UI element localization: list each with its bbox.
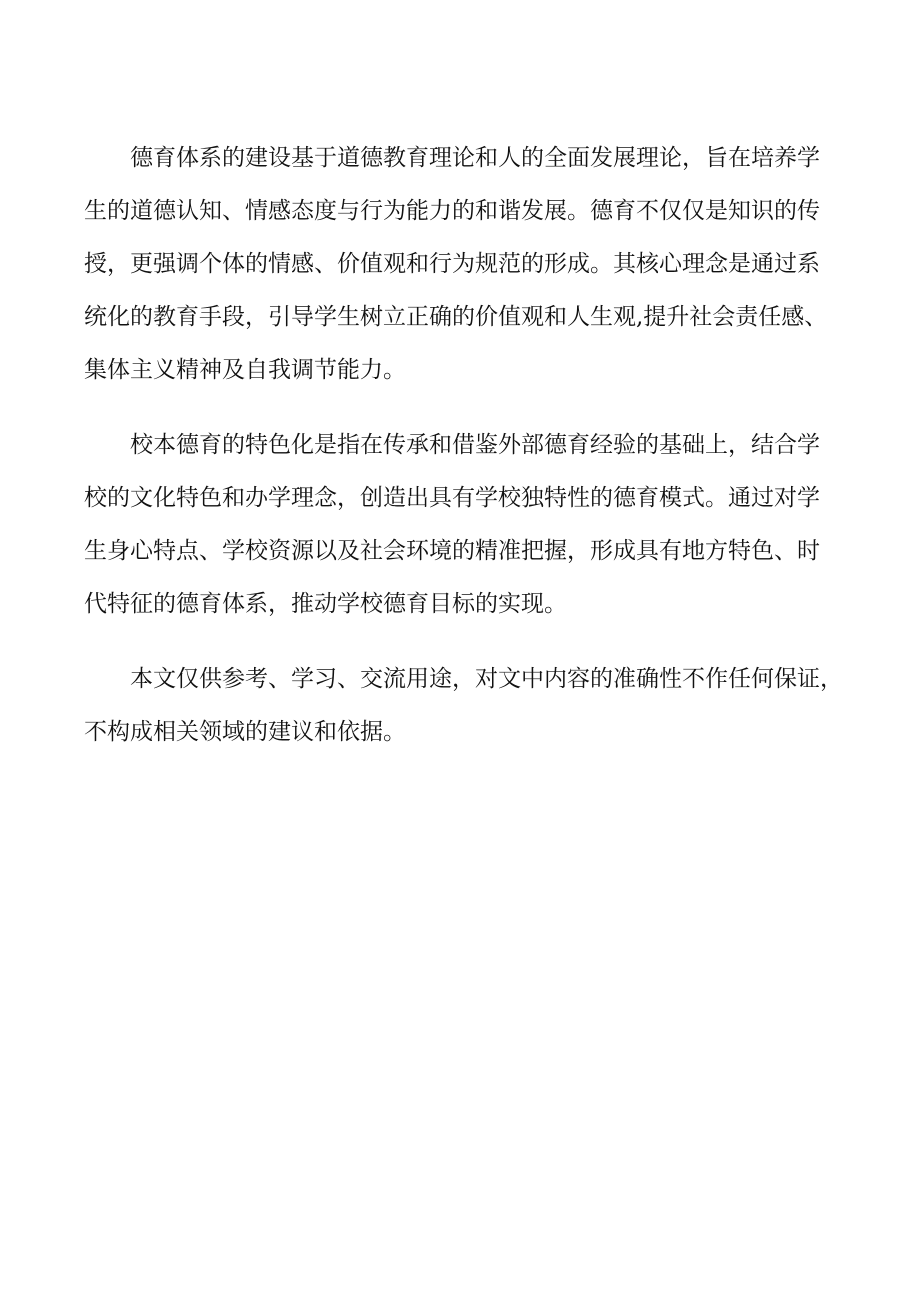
paragraph-line: 集体主义精神及自我调节能力。 (84, 357, 406, 383)
paragraph-moral-education-system (84, 132, 844, 397)
paragraph-disclaimer (84, 653, 844, 759)
paragraph-line: 本文仅供参考、学习、交流用途，对文中内容的准确性不作任何保证， (130, 666, 843, 692)
document-body (84, 132, 844, 781)
paragraph-line: 校的文化特色和办学理念，创造出具有学校独特性的德育模式。通过对学 (84, 485, 820, 511)
paragraph-line: 德育体系的建设基于道德教育理论和人的全面发展理论，旨在培养学 (130, 145, 820, 171)
paragraph-line: 授，更强调个体的情感、价值观和行为规范的形成。其核心理念是通过系 (84, 251, 820, 277)
paragraph-line: 校本德育的特色化是指在传承和借鉴外部德育经验的基础上，结合学 (130, 432, 820, 458)
paragraph-line: 统化的教育手段，引导学生树立正确的价值观和人生观,提升社会责任感、 (84, 304, 828, 330)
paragraph-line: 代特征的德育体系，推动学校德育目标的实现。 (84, 591, 567, 617)
paragraph-line: 生的道德认知、情感态度与行为能力的和谐发展。德育不仅仅是知识的传 (84, 198, 820, 224)
paragraph-line: 不构成相关领域的建议和依据。 (84, 719, 406, 745)
paragraph-school-based-characteristics (84, 419, 844, 631)
paragraph-line: 生身心特点、学校资源以及社会环境的精准把握，形成具有地方特色、时 (84, 538, 820, 564)
